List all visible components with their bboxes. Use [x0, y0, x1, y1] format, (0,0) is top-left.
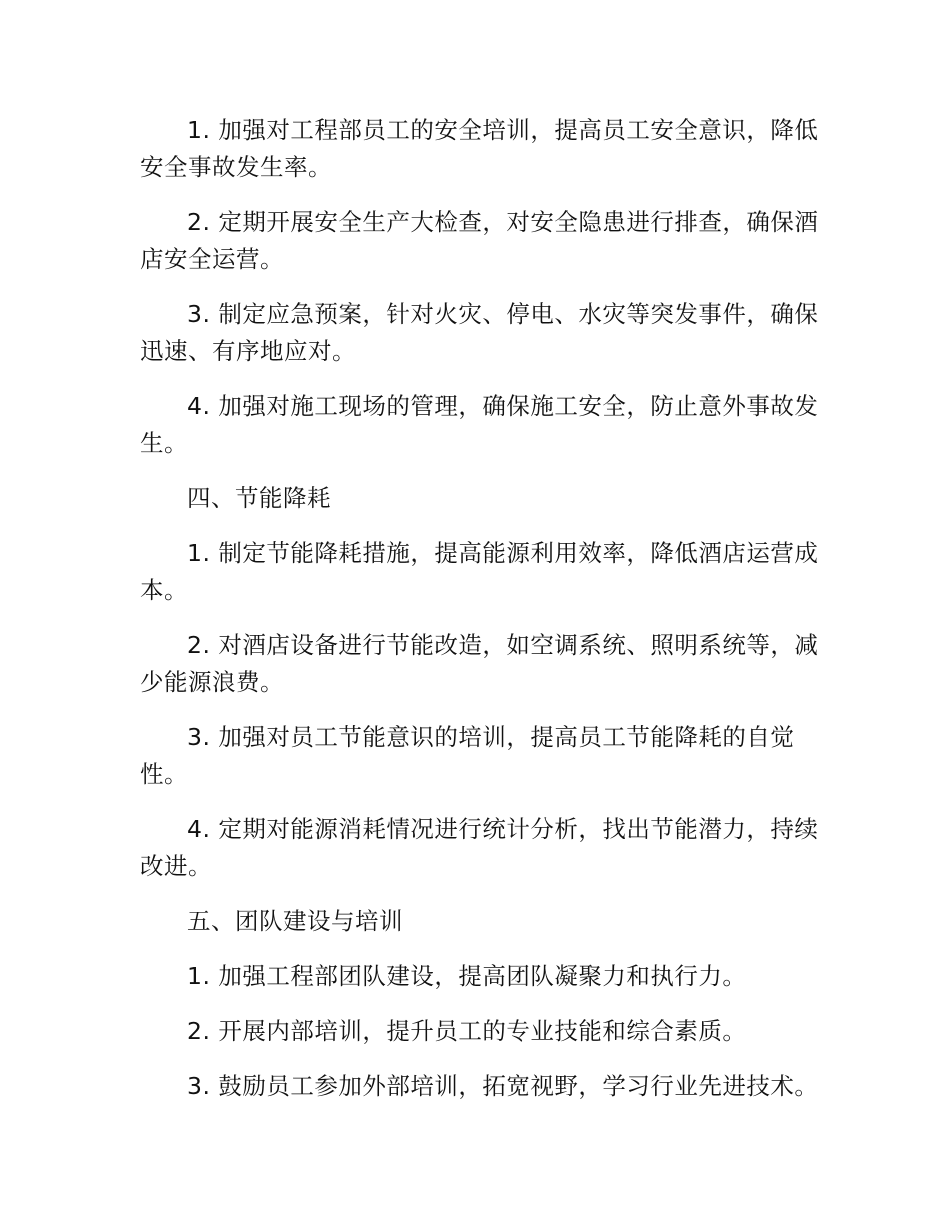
paragraph-equipment-retrofit: 2. 对酒店设备进行节能改造，如空调系统、照明系统等，减少能源浪费。 [140, 631, 819, 696]
paragraph-energy-awareness: 3. 加强对员工节能意识的培训，提高员工节能降耗的自觉性。 [140, 723, 795, 788]
paragraph-safety-training: 1. 加强对工程部员工的安全培训，提高员工安全意识，降低安全事故发生率。 [140, 116, 819, 181]
section-heading-energy-saving: 四、节能降耗 [187, 484, 331, 512]
paragraph-team-building: 1. 加强工程部团队建设，提高团队凝聚力和执行力。 [187, 962, 747, 990]
paragraph-emergency-plan: 3. 制定应急预案，针对火灾、停电、水灾等突发事件，确保迅速、有序地应对。 [140, 300, 819, 365]
paragraph-external-training: 3. 鼓励员工参加外部培训，拓宽视野，学习行业先进技术。 [187, 1072, 819, 1100]
paragraph-energy-measures: 1. 制定节能降耗措施，提高能源利用效率，降低酒店运营成本。 [140, 539, 819, 604]
paragraph-internal-training: 2. 开展内部培训，提升员工的专业技能和综合素质。 [187, 1017, 747, 1045]
paragraph-construction-site: 4. 加强对施工现场的管理，确保施工安全，防止意外事故发生。 [140, 392, 819, 457]
document-body [140, 112, 830, 1123]
paragraph-energy-analysis: 4. 定期对能源消耗情况进行统计分析，找出节能潜力，持续改进。 [140, 815, 819, 880]
section-heading-team-building: 五、团队建设与培训 [187, 907, 403, 935]
paragraph-safety-inspection: 2. 定期开展安全生产大检查，对安全隐患进行排查，确保酒店安全运营。 [140, 208, 819, 273]
